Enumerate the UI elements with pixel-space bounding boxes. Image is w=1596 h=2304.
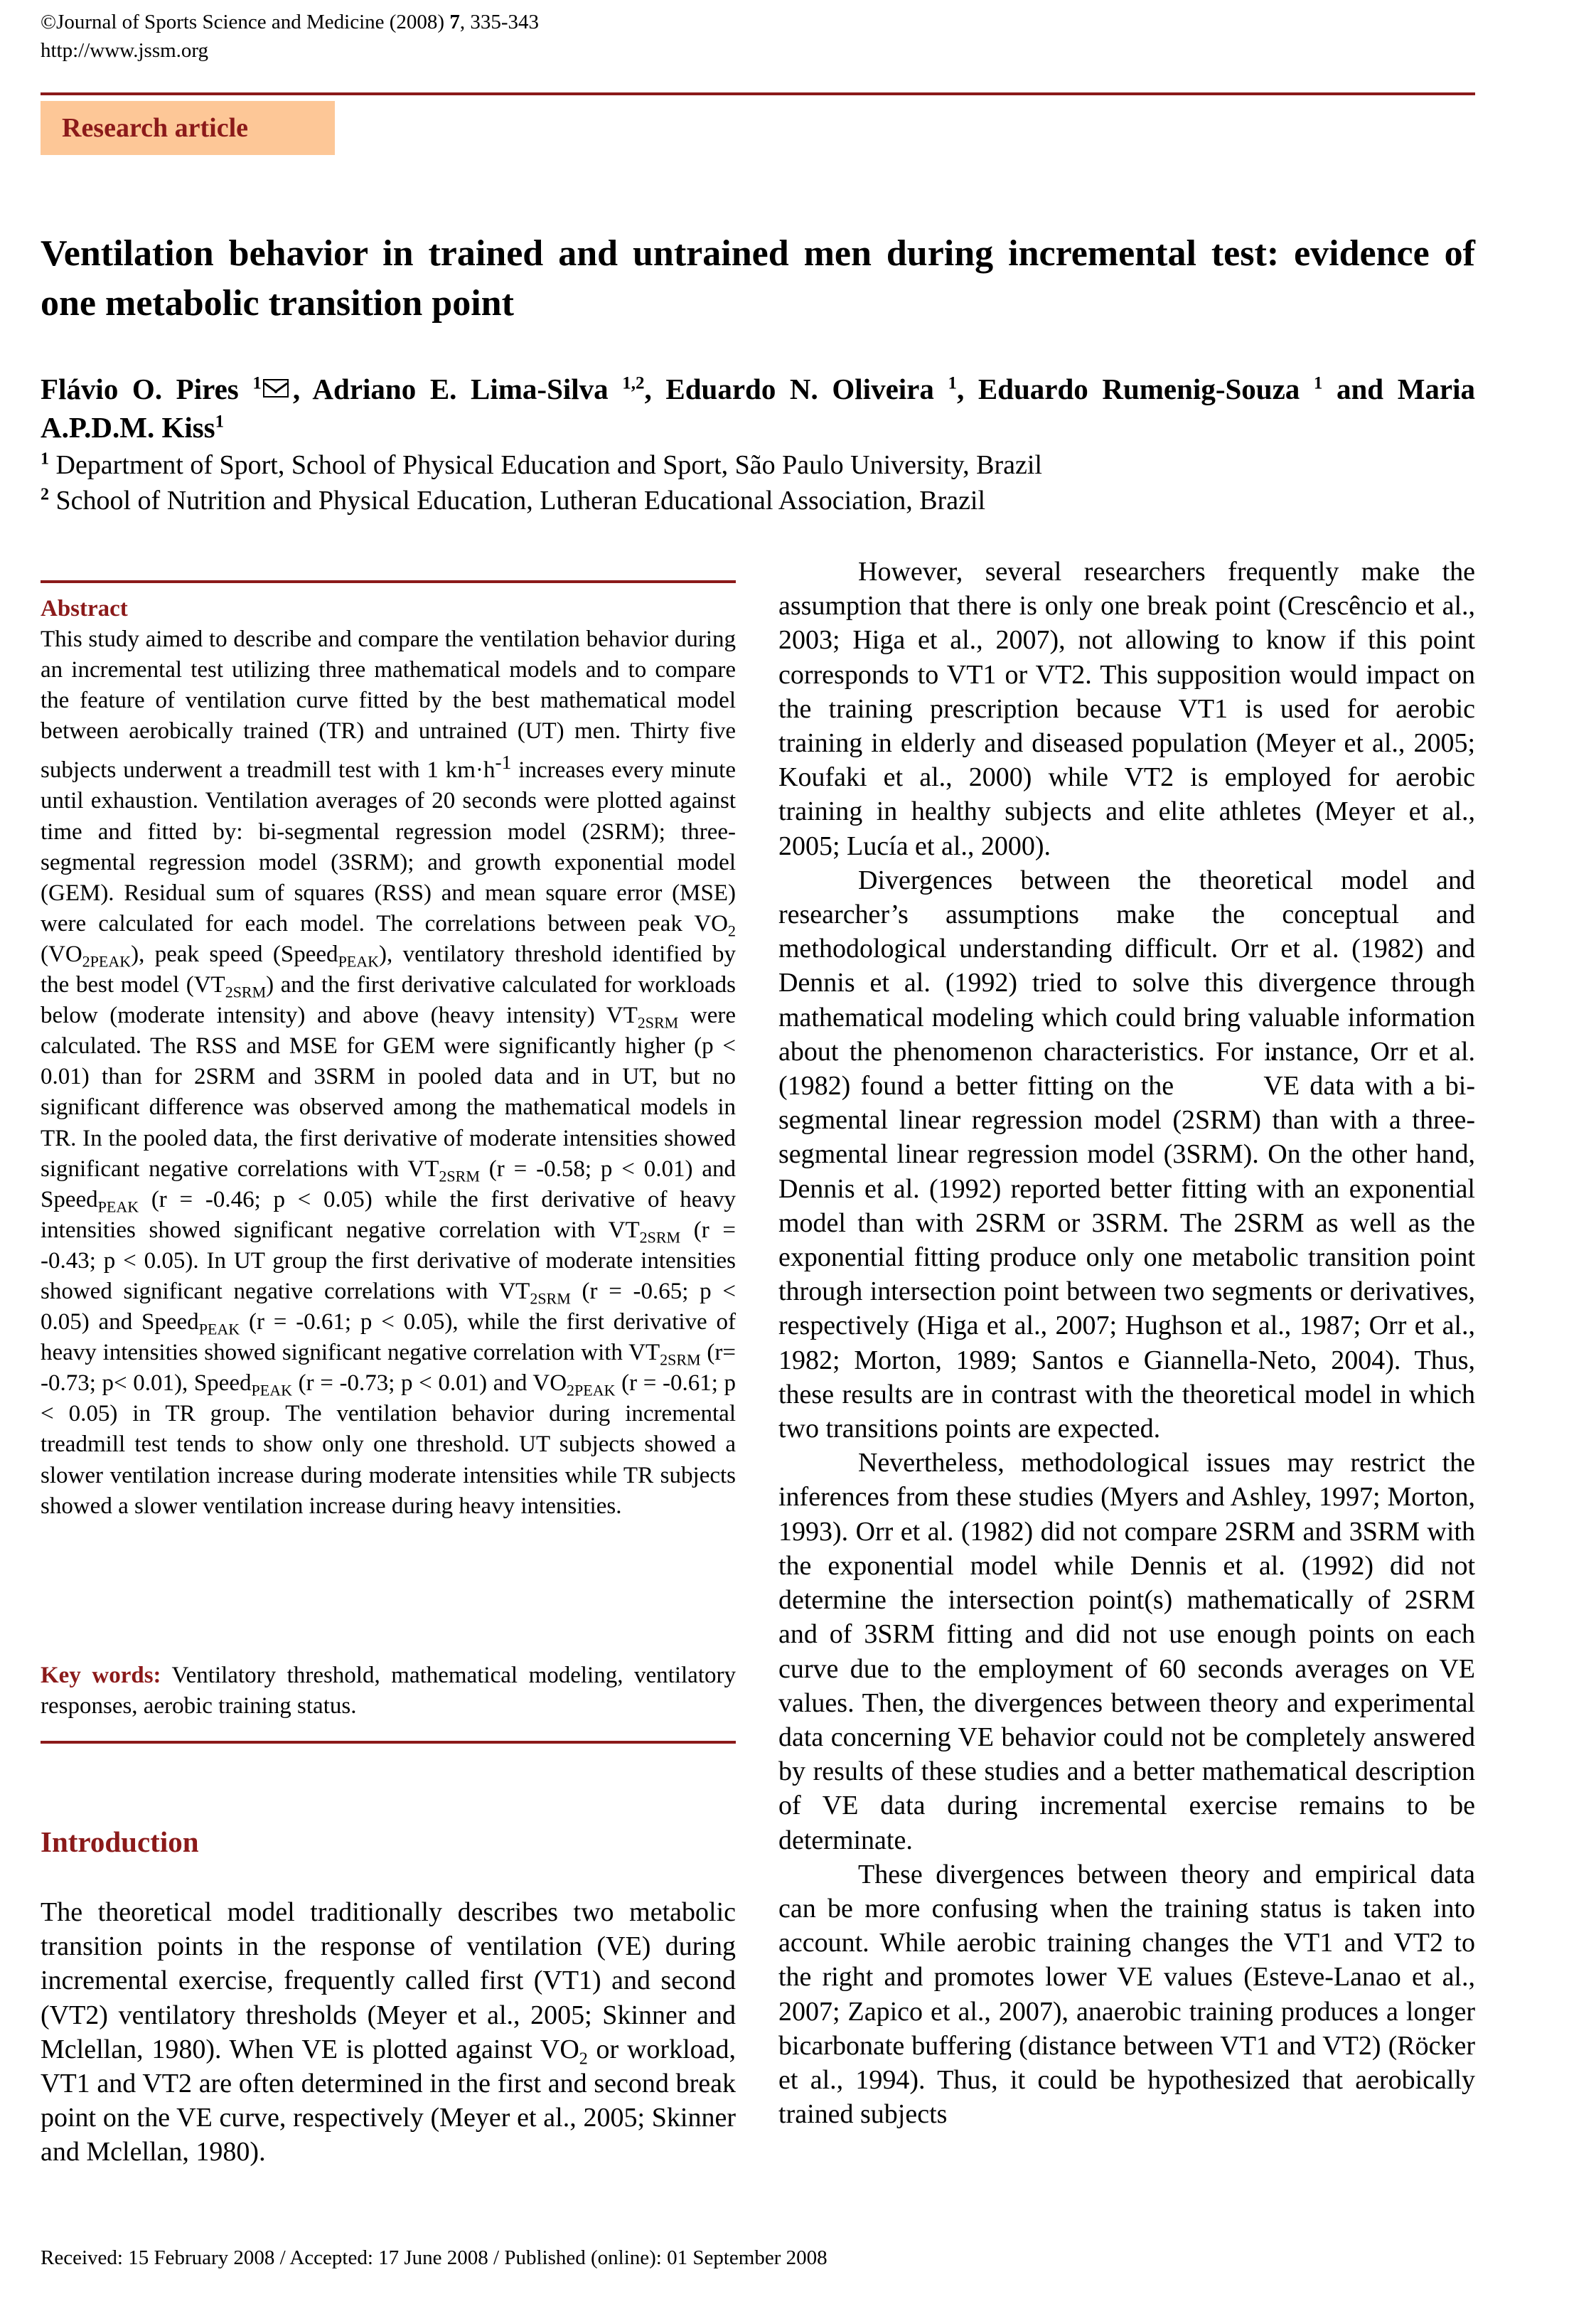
abstract-segment: (r = -0.61; p < 0.05), while the first derivative of heavy intensities showed significant negative correlation with VT — [41, 1309, 736, 1366]
journal-citation: ©Journal of Sports Science and Medicine (2008) 7, 335-343 — [41, 11, 539, 33]
abstract-segment: were calculated. The RSS and MSE for GEM were significantly higher (p < 0.01) than for 2SRM and 3SRM in pooled data and in UT, but no significant difference was observed among the mathematical models in TR. In the pooled data, the first derivative of moderate intensities showed significant negative correlations with VT — [41, 1003, 736, 1182]
author-name: Eduardo N. Oliveira — [665, 373, 948, 405]
author-list: Flávio O. Pires $^1$ , Adriano E. Lima-Silva $^{1,2}$, Eduardo N. Oliveira $^1$, Eduardo Rumenig-Souza $^1$ and Maria A.P.D.M. Kiss$^1$ — [41, 373, 1475, 444]
abstract-segment: PEAK — [198, 1320, 240, 1338]
introduction-heading: Introduction — [41, 1825, 199, 1858]
paragraph: Divergences between the theoretical model and researcher’s assumptions make the conceptual and methodological understanding difficult. Orr et al. (1982) and Dennis et al. (1992) tried to solve this divergence through mathematical modeling which could bring valuable information about the phenomenon characteristics. For instance, Orr et al. (1982) found a better fitting on the V •E data with a bi-segmental linear regression model (2SRM) than with a three-segmental linear regression model (3SRM). On the other hand, Dennis et al. (1992) reported better fitting with an exponential model than with 2SRM or 3SRM. The 2SRM as well as the exponential fitting produce only one metabolic transition point through intersection point between two segments or derivatives, respectively (Higa et al., 2007; Hughson et al., 1987; Orr et al., 1982; Morton, 1989; Santos e Giannella-Neto, 2004). Thus, these results are in contrast with the theoretical model in which two transitions points are expected. — [778, 863, 1475, 1446]
abstract-segment: (r = -0.43; p < 0.05). In UT group the first derivative of moderate intensities showed significant negative correlations with VT — [41, 1217, 736, 1304]
envelope-icon[interactable] — [263, 379, 289, 398]
abstract-segment: (r = -0.73; p < 0.01) and VO — [291, 1370, 567, 1397]
abstract-segment: PEAK — [251, 1381, 292, 1399]
abstract-bottom-divider — [41, 1741, 736, 1744]
abstract-segment: PEAK — [338, 952, 380, 971]
author-name: Flávio O. Pires — [41, 373, 253, 405]
abstract-segment: 2SRM — [439, 1167, 480, 1185]
abstract-segment: 2SRM — [637, 1013, 679, 1032]
abstract-segment: ), ventilatory threshold identified by the best model (VT — [41, 941, 737, 998]
abstract-segment: (r = -0.61; p < 0.05) in TR group. The ventilation behavior during incremental treadmill test tends to show only one threshold. UT subjects showed a slower ventilation increase during moderate intensities while TR subjects showed a slower ventilation increase during heavy intensities. — [41, 1370, 736, 1519]
keywords-label: Key words: — [41, 1663, 161, 1688]
abstract-segment: This study aimed to describe and compare the ventilation behavior during an incremental test utilizing three mathematical models and to compare the feature of ventilation curve fitted by the best mathematical model between aerobically trained (TR) and untrained (UT) men. Thirty five subjects underwent a treadmill test with 1 km·h — [41, 626, 736, 784]
abstract-segment: PEAK — [97, 1198, 139, 1216]
author-name: Maria A.P.D.M. Kiss — [41, 373, 1475, 444]
abstract-segment: 2PEAK — [82, 952, 132, 971]
publication-dates: Received: 15 February 2008 / Accepted: 17 June 2008 / Published (online): 01 September 2008 — [41, 2246, 828, 2269]
abstract-segment: 2SRM — [639, 1228, 681, 1247]
right-column — [778, 555, 1475, 2131]
abstract-segment: (r = -0.58; p < 0.01) and Speed — [41, 1156, 736, 1212]
abstract-segment: (r = -0.65; p < 0.05) and Speed — [41, 1278, 736, 1335]
author-name: Eduardo Rumenig-Souza — [978, 373, 1314, 405]
paragraph: However, several researchers frequently make the assumption that there is only one break point (Crescêncio et al., 2003; Higa et al., 2007), not allowing to know if this point corresponds to VT1 or VT2. This supposition would impact on the training prescription because VT1 is used for aerobic training in elderly and diseased population (Meyer et al., 2005; Koufaki et al., 2000) while VT2 is employed for aerobic training in healthy subjects and elite athletes (Meyer et al., 2005; Lucía et al., 2000). — [778, 557, 1475, 861]
keywords: Key words: Ventilatory threshold, mathematical modeling, ventilatory responses, aerobic training status. — [41, 1663, 736, 1719]
abstract-body — [41, 624, 736, 1522]
abstract-segment: 2SRM — [660, 1350, 701, 1369]
abstract-segment: 2SRM — [530, 1289, 571, 1308]
affiliation-2: $^2$ School of Nutrition and Physical Education, Lutheran Educational Association, Brazil — [41, 485, 986, 516]
abstract-segment: (r= -0.73; p< 0.01), Speed — [41, 1340, 737, 1397]
journal-url[interactable]: http://www.jssm.org — [41, 39, 209, 62]
paragraph: Nevertheless, methodological issues may restrict the inferences from these studies (Myers and Ashley, 1997; Morton, 1993). Orr et al. (1982) did not compare 2SRM and 3SRM with the exponential model while Dennis et al. (1992) did not determine the intersection point(s) mathematically of 2SRM and of 3SRM fitting and did not use enough points on each curve due to the employment of 60 seconds averages on VE values. Then, the divergences between theory and experimental data concerning VE behavior could not be completely answered by results of these studies and a better mathematical description of VE data during incremental exercise remains to be determinate. — [778, 1448, 1475, 1855]
v-dot-symbol: V • — [1184, 1069, 1282, 1103]
abstract-segment: (VO — [41, 941, 82, 967]
abstract-segment: 2SRM — [225, 983, 267, 1001]
abstract-top-divider — [41, 580, 736, 583]
abstract-segment: -1 — [495, 751, 512, 774]
article-type-badge: Research article — [41, 101, 335, 155]
abstract-segment: ) and the first derivative calculated for workloads below (moderate intensity) and above (heavy intensity) VT — [41, 972, 736, 1029]
introduction-paragraph: The theoretical model traditionally describes two metabolic transition points in the response of ventilation (VE) during incremental exercise, frequently called first (VT1) and second (VT2) ventilatory thresholds (Meyer et al., 2005; Skinner and Mclellan, 1980). When VE is plotted against $VO_2$ or workload, VT1 and VT2 are often determined in the first and second break point on the VE curve, respectively (Meyer et al., 2005; Skinner and Mclellan, 1980). — [41, 1897, 736, 2167]
abstract-segment: 2 — [728, 922, 736, 940]
header-divider — [41, 92, 1475, 95]
abstract-heading: Abstract — [41, 596, 128, 622]
abstract-segment: ), peak speed (Speed — [131, 941, 338, 967]
article-title: Ventilation behavior in trained and untrained men during incremental test: evidence of one metabolic transition point — [41, 233, 1475, 324]
abstract-segment: increases every minute until exhaustion. Ventilation averages of 20 seconds were plotted against time and fitted by: bi-segmental regression model (2SRM); three-segmental regression model (3SRM); and growth exponential model (GEM). Residual sum of squares (RSS) and mean square error (MSE) were calculated for each model. The correlations between peak VO — [41, 757, 736, 937]
abstract-segment: (r = -0.46; p < 0.05) while the first derivative of heavy intensities showed significant negative correlation with VT — [41, 1186, 736, 1243]
abstract-segment: 2PEAK — [567, 1381, 616, 1399]
paragraph: These divergences between theory and empirical data can be more confusing when the training status is taken into account. While aerobic training changes the VT1 and VT2 to the right and promotes lower VE values (Esteve-Lanao et al., 2007; Zapico et al., 2007), anaerobic training produces a longer bicarbonate buffering (distance between VT1 and VT2) (Röcker et al., 1994). Thus, it could be hypothesized that aerobically trained subjects — [778, 1859, 1475, 2130]
affiliation-1: $^1$ Department of Sport, School of Physical Education and Sport, São Paulo University, Brazil — [41, 449, 1042, 480]
author-name: Adriano E. Lima-Silva — [312, 373, 623, 405]
